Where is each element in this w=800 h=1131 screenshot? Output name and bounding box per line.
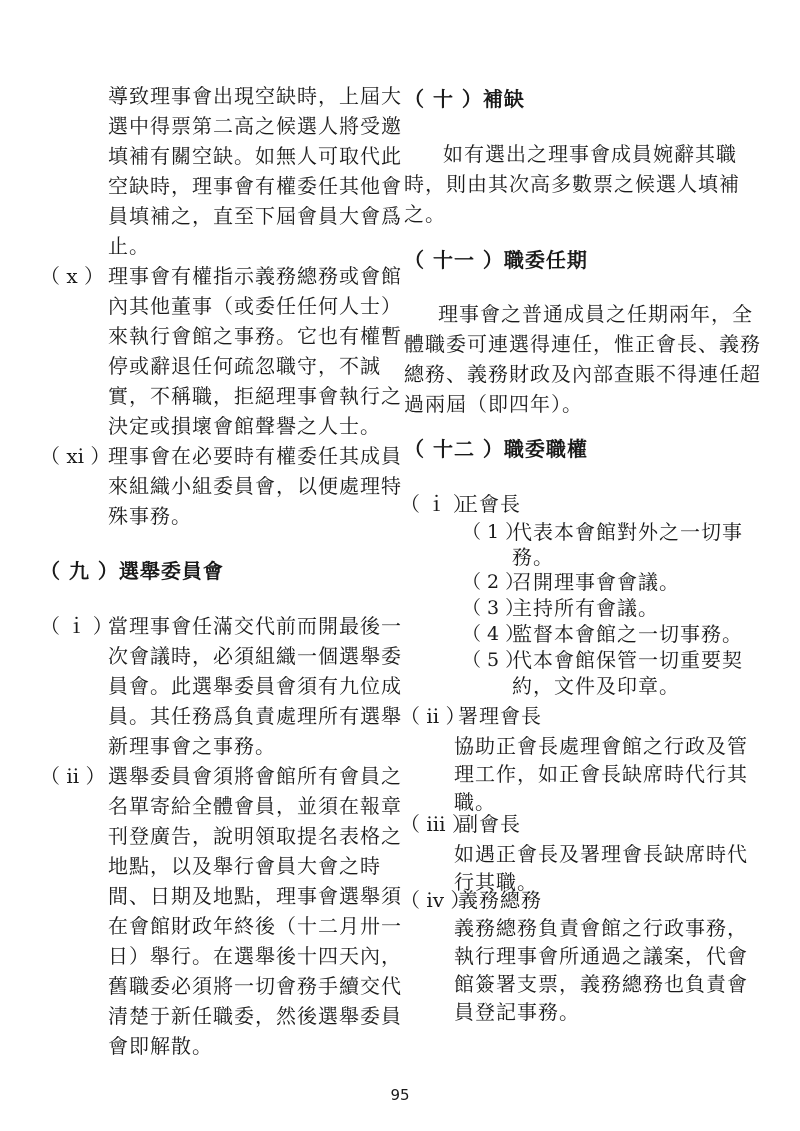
paragraph-line: 之。 xyxy=(404,202,446,226)
section-heading-12: （ 十二 ）職委職權 xyxy=(404,437,588,461)
paragraph-line: 選中得票第二高之候選人將受邀 xyxy=(108,114,402,138)
paragraph-line: 會即解散。 xyxy=(108,1034,213,1058)
section-heading-10: （ 十 ）補缺 xyxy=(404,87,525,111)
paragraph-line: 新理事會之事務。 xyxy=(108,734,276,758)
page-number: 95 xyxy=(390,1086,410,1104)
item-marker-ii: （ ii ） xyxy=(40,764,106,788)
paragraph-line: 如遇正會長及署理會長缺席時代 xyxy=(454,842,748,866)
paragraph-line: 過兩屆（即四年）。 xyxy=(404,392,583,416)
paragraph-line: 義務總務負責會館之行政事務， xyxy=(454,916,748,940)
paragraph-line: 次會議時，必須組織一個選舉委 xyxy=(108,644,402,668)
paragraph-line: 實，不稱職，拒絕理事會執行之 xyxy=(108,384,402,408)
item-title: 義務總務 xyxy=(458,888,542,912)
paragraph-line: 員會。此選舉委員會須有九位成 xyxy=(108,674,402,698)
paragraph-line: 時，則由其次高多數票之候選人填補 xyxy=(404,172,740,196)
paragraph-line: 殊事務。 xyxy=(108,504,192,528)
paragraph-line: 導致理事會出現空缺時，上屆大 xyxy=(108,84,402,108)
duty-line: 務。 xyxy=(512,545,554,569)
duty-number: （ 5 ） xyxy=(462,649,525,671)
paragraph-line: 理事會有權指示義務總務或會館 xyxy=(108,264,402,288)
paragraph-line: 停或辭退任何疏忽職守，不誠 xyxy=(108,354,381,378)
item-title: 署理會長 xyxy=(458,704,542,728)
paragraph-line: 刊登廣告，說明領取提名表格之 xyxy=(108,824,402,848)
section-heading-11: （ 十一 ）職委任期 xyxy=(404,248,588,272)
paragraph-line: 執行理事會所通過之議案，代會 xyxy=(454,944,748,968)
paragraph-line: 員。其任務爲負責處理所有選舉 xyxy=(108,704,402,728)
paragraph-line: 如有選出之理事會成員婉辭其職 xyxy=(443,142,737,166)
paragraph-line: 館簽署支票，義務總務也負責會 xyxy=(454,972,748,996)
duty-line: 召開理事會會議。 xyxy=(512,570,680,594)
paragraph-line: 名單寄給全體會員，並須在報章 xyxy=(108,794,402,818)
paragraph-line: 內其他董事（或委任任何人士） xyxy=(108,294,402,318)
item-marker-i: （ ｉ ） xyxy=(40,614,113,638)
paragraph-line: 員登記事務。 xyxy=(454,1000,580,1024)
paragraph-line: 行其職。 xyxy=(454,870,538,894)
paragraph-line: 理工作，如正會長缺席時代行其 xyxy=(454,762,748,786)
paragraph-line: 理事會之普通成員之任期兩年，全 xyxy=(438,302,753,326)
item-marker-i: （ ｉ ） xyxy=(400,492,473,516)
paragraph-line: 當理事會任滿交代前而開最後一 xyxy=(108,614,402,638)
item-title: 副會長 xyxy=(458,812,521,836)
duty-number: （ 3 ） xyxy=(462,597,525,619)
paragraph-line: 清楚于新任職委，然後選舉委員 xyxy=(108,1004,402,1028)
paragraph-line: 選舉委員會須將會館所有會員之 xyxy=(108,764,402,788)
duty-number: （ 4 ） xyxy=(462,623,525,645)
duty-number: （ 2 ） xyxy=(462,571,525,593)
item-marker-iii: （ iii ） xyxy=(400,812,472,836)
paragraph-line: 理事會在必要時有權委任其成員 xyxy=(108,444,402,468)
duty-line: 約，文件及印章。 xyxy=(512,674,680,698)
item-marker-ii: （ ii ） xyxy=(400,704,466,728)
duty-line: 代本會館保管一切重要契 xyxy=(512,648,743,672)
item-marker-iv: （ iv ） xyxy=(400,888,471,912)
paragraph-line: 體職委可連選得連任，惟正會長、義務 xyxy=(404,332,761,356)
item-marker-xi: （ xi ） xyxy=(40,444,111,468)
section-heading-9: （ 九 ）選舉委員會 xyxy=(40,559,224,583)
paragraph-line: 決定或損壞會館聲譽之人士。 xyxy=(108,414,381,438)
paragraph-line: 日）舉行。在選舉後十四天內， xyxy=(108,944,402,968)
paragraph-line: 填補有關空缺。如無人可取代此 xyxy=(108,144,402,168)
paragraph-line: 來執行會館之事務。它也有權暫 xyxy=(108,324,402,348)
paragraph-line: 員填補之，直至下屆會員大會爲 xyxy=(108,204,402,228)
duty-line: 監督本會館之一切事務。 xyxy=(512,622,743,646)
paragraph-line: 空缺時，理事會有權委任其他會 xyxy=(108,174,402,198)
paragraph-line: 總務、義務財政及內部查賬不得連任超 xyxy=(404,362,761,386)
paragraph-line: 舊職委必須將一切會務手續交代 xyxy=(108,974,402,998)
item-marker-x: （ x ） xyxy=(40,264,104,288)
duty-number: （ 1 ） xyxy=(462,521,525,543)
paragraph-line: 職。 xyxy=(454,790,496,814)
paragraph-line: 協助正會長處理會館之行政及管 xyxy=(454,734,748,758)
paragraph-line: 來組織小組委員會，以便處理特 xyxy=(108,474,402,498)
item-title: 正會長 xyxy=(458,492,521,516)
paragraph-line: 在會館財政年終後（十二月卅一 xyxy=(108,914,402,938)
paragraph-line: 地點，以及舉行會員大會之時 xyxy=(108,854,381,878)
paragraph-line: 間、日期及地點，理事會選舉須 xyxy=(108,884,402,908)
paragraph-line: 止。 xyxy=(108,234,150,258)
duty-line: 代表本會館對外之一切事 xyxy=(512,520,743,544)
duty-line: 主持所有會議。 xyxy=(512,596,659,620)
